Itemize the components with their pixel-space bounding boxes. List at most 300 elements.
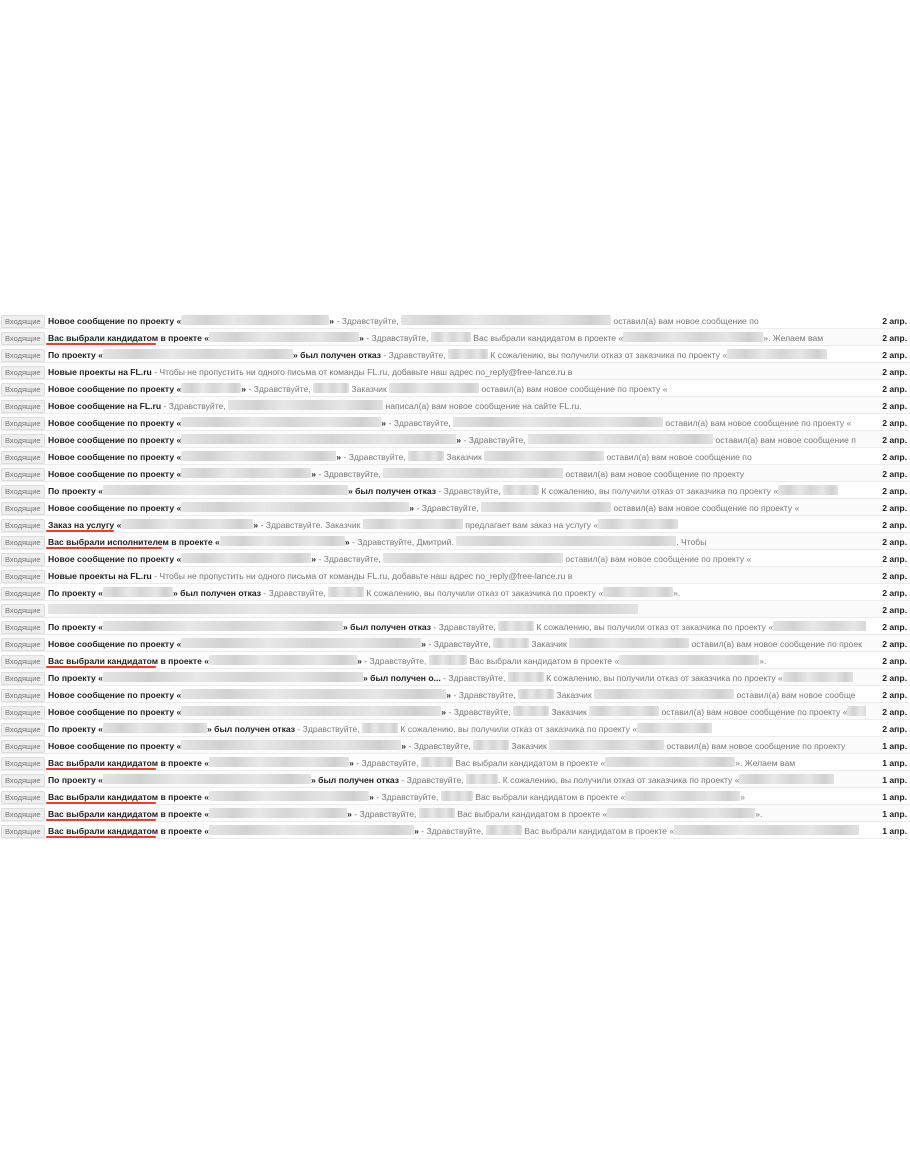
email-subject-text: » был получен отказ bbox=[310, 775, 402, 785]
inbox-label-badge: Входящие bbox=[1, 774, 45, 787]
email-date: 2 апр. bbox=[882, 656, 907, 666]
redacted-text bbox=[228, 400, 383, 410]
inbox-label-badge: Входящие bbox=[1, 570, 45, 583]
email-subject-text: По проекту « bbox=[48, 588, 103, 598]
inbox-label-badge: Входящие bbox=[1, 468, 45, 481]
email-subject-snippet bbox=[48, 348, 866, 362]
inbox-label-badge: Входящие bbox=[1, 332, 45, 345]
email-subject-snippet bbox=[48, 790, 866, 804]
inbox-label-badge: Входящие bbox=[1, 366, 45, 379]
email-snippet-text: Вас выбрали кандидатом в проекте « bbox=[521, 826, 675, 836]
email-snippet-text: - Здравствуйте, bbox=[388, 418, 454, 428]
email-subject-text: » bbox=[349, 758, 357, 768]
inbox-label-badge: Входящие bbox=[1, 400, 45, 413]
email-subject-text: Новое сообщение по проекту « bbox=[48, 452, 182, 462]
redacted-text bbox=[121, 519, 253, 529]
email-snippet-text: - Здравствуйте, bbox=[438, 486, 504, 496]
highlight-underline bbox=[46, 768, 156, 770]
redacted-text bbox=[383, 553, 563, 563]
email-snippet-text: - Здравствуйте, bbox=[421, 826, 486, 836]
redacted-text bbox=[607, 808, 755, 818]
redacted-text bbox=[103, 587, 173, 597]
email-date: 2 апр. bbox=[882, 401, 907, 411]
email-subject-text: По проекту « bbox=[48, 724, 103, 734]
email-subject-snippet bbox=[48, 586, 866, 600]
email-snippet-text: - Здравствуйте, bbox=[383, 350, 449, 360]
email-row[interactable] bbox=[0, 397, 910, 414]
redacted-text bbox=[103, 485, 348, 495]
email-date: 2 апр. bbox=[882, 724, 907, 734]
email-snippet-text: . К сожалению, вы получили отказ от заказчика по проекту « bbox=[498, 775, 740, 785]
inbox-label-badge: Входящие bbox=[1, 349, 45, 362]
email-snippet-text: К сожалению, вы получили отказ от заказчика по проекту « bbox=[534, 622, 774, 632]
email-subject-snippet bbox=[48, 535, 866, 549]
email-subject-text: По проекту « bbox=[48, 350, 103, 360]
email-subject-text: Новое сообщение на FL.ru bbox=[48, 401, 164, 411]
email-date: 2 апр. bbox=[882, 350, 907, 360]
email-list bbox=[0, 312, 910, 839]
email-subject-text: По проекту « bbox=[48, 622, 103, 632]
redacted-text bbox=[103, 621, 343, 631]
email-row[interactable] bbox=[0, 686, 910, 703]
redacted-text bbox=[421, 757, 453, 767]
highlight-underline bbox=[46, 530, 114, 532]
inbox-label-badge: Входящие bbox=[1, 553, 45, 566]
email-date: 2 апр. bbox=[882, 690, 907, 700]
email-subject-text: » bbox=[329, 316, 337, 326]
email-snippet-text: Вас выбрали кандидатом в проекте « bbox=[472, 792, 626, 802]
email-subject-text: Новое сообщение по проекту « bbox=[48, 639, 182, 649]
email-snippet-text: написал(а) вам новое сообщение на сайте FL.ru. bbox=[383, 401, 582, 411]
email-subject-text: » bbox=[414, 826, 422, 836]
email-subject-snippet bbox=[48, 807, 866, 821]
redacted-text bbox=[181, 706, 441, 716]
email-date: 2 апр. bbox=[882, 469, 907, 479]
email-snippet-text: Вас выбрали кандидатом в проекте « bbox=[466, 656, 620, 666]
highlight-underline bbox=[46, 836, 156, 838]
email-row[interactable] bbox=[0, 584, 910, 601]
inbox-label-badge: Входящие bbox=[1, 587, 45, 600]
redacted-text bbox=[181, 502, 409, 512]
email-row[interactable] bbox=[0, 482, 910, 499]
email-subject-text: Заказ на услугу « bbox=[48, 520, 122, 530]
email-snippet-text: - Чтобы не пропустить ни одного письма от команды FL.ru, добавьте наш адрес no_reply@free-lance.ru в bbox=[154, 367, 573, 377]
email-subject-text: Новое сообщение по проекту « bbox=[48, 384, 182, 394]
email-subject-text: » bbox=[456, 435, 464, 445]
email-snippet-text: - Здравствуйте, bbox=[401, 775, 467, 785]
redacted-text bbox=[847, 706, 866, 716]
redacted-text bbox=[401, 315, 611, 325]
redacted-text bbox=[103, 774, 311, 784]
redacted-text bbox=[598, 519, 678, 529]
redacted-text bbox=[181, 553, 311, 563]
email-snippet-text: - Здравствуйте, bbox=[354, 809, 419, 819]
email-subject-text: » был получен отказ bbox=[206, 724, 298, 734]
email-snippet-text: - Здравствуйте, bbox=[263, 588, 329, 598]
email-date: 2 апр. bbox=[882, 452, 907, 462]
email-row[interactable] bbox=[0, 312, 910, 329]
redacted-text bbox=[448, 349, 488, 359]
redacted-text bbox=[429, 655, 467, 665]
email-subject-snippet bbox=[48, 671, 866, 685]
redacted-text bbox=[466, 774, 498, 784]
email-date: 1 апр. bbox=[882, 792, 907, 802]
redacted-text bbox=[637, 723, 712, 733]
redacted-text bbox=[181, 451, 336, 461]
email-date: 1 апр. bbox=[882, 775, 907, 785]
email-subject-text: » bbox=[446, 690, 454, 700]
email-snippet-text: оставил(а) вам новое сообщение по проекту « bbox=[563, 554, 752, 564]
email-snippet-text: оставил(а) вам новое сообщение по bbox=[604, 452, 752, 462]
email-snippet-text: - Здравствуйте, bbox=[356, 758, 421, 768]
redacted-text bbox=[181, 417, 381, 427]
highlight-underline bbox=[46, 547, 162, 549]
inbox-label-badge: Входящие bbox=[1, 451, 45, 464]
inbox-label-badge: Входящие bbox=[1, 672, 45, 685]
email-snippet-text: - Здравствуйте, bbox=[318, 554, 384, 564]
inbox-label-badge: Входящие bbox=[1, 825, 45, 838]
email-row[interactable] bbox=[0, 380, 910, 397]
email-row[interactable] bbox=[0, 737, 910, 754]
email-subject-snippet bbox=[48, 824, 866, 838]
redacted-text bbox=[493, 638, 529, 648]
redacted-text bbox=[328, 587, 364, 597]
redacted-text bbox=[181, 638, 421, 648]
email-subject-text: Новое сообщение по проекту « bbox=[48, 690, 182, 700]
email-snippet-text: оставил(а) вам новое сообще bbox=[734, 690, 856, 700]
email-snippet-text: - Здравствуйте, bbox=[366, 333, 431, 343]
email-snippet-text: оставил(а) вам новое сообщение по проекту bbox=[664, 741, 846, 751]
inbox-label-badge: Входящие bbox=[1, 315, 45, 328]
email-subject-snippet bbox=[48, 365, 866, 379]
email-subject-text: » bbox=[381, 418, 389, 428]
email-date: 1 апр. bbox=[882, 809, 907, 819]
email-row[interactable] bbox=[0, 601, 910, 618]
redacted-text bbox=[594, 689, 734, 699]
redacted-text bbox=[103, 349, 293, 359]
email-row[interactable] bbox=[0, 448, 910, 465]
email-subject-text: » был получен о... bbox=[362, 673, 444, 683]
email-subject-text: Новое сообщение по проекту « bbox=[48, 418, 182, 428]
email-date: 2 апр. bbox=[882, 503, 907, 513]
email-row[interactable] bbox=[0, 720, 910, 737]
email-subject-text: По проекту « bbox=[48, 673, 103, 683]
redacted-text bbox=[727, 349, 827, 359]
inbox-label-badge: Входящие bbox=[1, 706, 45, 719]
redacted-text bbox=[619, 655, 759, 665]
redacted-text bbox=[513, 706, 549, 716]
email-snippet-text: - Здравствуйте, bbox=[376, 792, 441, 802]
email-subject-text: » bbox=[357, 656, 365, 666]
redacted-text bbox=[603, 587, 673, 597]
redacted-text bbox=[181, 315, 329, 325]
email-subject-text: » bbox=[421, 639, 429, 649]
redacted-text bbox=[209, 655, 357, 665]
email-snippet-text: Вас выбрали кандидатом в проекте « bbox=[470, 333, 624, 343]
email-row[interactable] bbox=[0, 550, 910, 567]
email-subject-text: Вас выбрали кандидатом в проекте « bbox=[48, 333, 210, 343]
email-date: 2 апр. bbox=[882, 520, 907, 530]
email-subject-text: Вас выбрали кандидатом в проекте « bbox=[48, 826, 210, 836]
email-snippet-text: - Здравствуйте, bbox=[364, 656, 429, 666]
email-snippet-text: - Здравствуйте, bbox=[428, 639, 494, 649]
email-snippet-text: - Здравствуйте, bbox=[336, 316, 402, 326]
email-subject-text: Новое сообщение по проекту « bbox=[48, 469, 182, 479]
email-snippet-text: оставил(а) вам новое сообщение по bbox=[611, 316, 759, 326]
email-row[interactable] bbox=[0, 499, 910, 516]
email-subject-snippet bbox=[48, 467, 866, 481]
email-date: 2 апр. bbox=[882, 333, 907, 343]
email-row[interactable] bbox=[0, 431, 910, 448]
email-snippet-text: оставил(а) вам новое сообщение по проекту « bbox=[659, 707, 848, 717]
email-subject-text: » bbox=[253, 520, 261, 530]
redacted-text bbox=[419, 808, 455, 818]
inbox-label-badge: Входящие bbox=[1, 519, 45, 532]
inbox-label-badge: Входящие bbox=[1, 604, 45, 617]
redacted-text bbox=[181, 689, 446, 699]
redacted-text bbox=[383, 468, 563, 478]
email-subject-snippet bbox=[48, 314, 866, 328]
email-subject-snippet bbox=[48, 688, 866, 702]
inbox-label-badge: Входящие bbox=[1, 689, 45, 702]
email-subject-text: Вас выбрали исполнителем в проекте « bbox=[48, 537, 220, 547]
email-snippet-text: - Здравствуйте, bbox=[443, 673, 508, 683]
inbox-label-badge: Входящие bbox=[1, 638, 45, 651]
email-row[interactable] bbox=[0, 533, 910, 550]
email-row[interactable] bbox=[0, 635, 910, 652]
inbox-label-badge: Входящие bbox=[1, 383, 45, 396]
email-subject-snippet bbox=[48, 603, 866, 617]
redacted-text bbox=[508, 672, 544, 682]
email-subject-text: » bbox=[311, 469, 319, 479]
email-snippet-text: К сожалению, вы получили отказ от заказчика по проекту « bbox=[398, 724, 638, 734]
email-snippet-text: Заказчик bbox=[444, 452, 485, 462]
email-snippet-text: - Здравствуйте, bbox=[297, 724, 363, 734]
email-snippet-text: Заказчик bbox=[349, 384, 390, 394]
redacted-text bbox=[783, 672, 853, 682]
email-row[interactable] bbox=[0, 516, 910, 533]
email-subject-snippet bbox=[48, 399, 866, 413]
email-snippet-text: - Здравствуйте, bbox=[408, 741, 474, 751]
email-date: 2 апр. bbox=[882, 418, 907, 428]
redacted-text bbox=[363, 519, 463, 529]
email-row[interactable] bbox=[0, 822, 910, 839]
email-snippet-text: - Здравствуйте, bbox=[416, 503, 482, 513]
redacted-text bbox=[503, 485, 539, 495]
email-subject-text: По проекту « bbox=[48, 486, 103, 496]
email-row[interactable] bbox=[0, 363, 910, 380]
email-snippet-text: оставил(а) вам новое сообщение по проекту bbox=[563, 469, 745, 479]
email-snippet-text: Заказчик bbox=[509, 741, 550, 751]
highlight-underline bbox=[46, 802, 156, 804]
redacted-text bbox=[209, 825, 414, 835]
email-date: 2 апр. bbox=[882, 435, 907, 445]
email-subject-text: » bbox=[241, 384, 249, 394]
redacted-text bbox=[103, 672, 363, 682]
email-subject-snippet bbox=[48, 552, 866, 566]
email-date: 2 апр. bbox=[882, 707, 907, 717]
email-subject-text: Вас выбрали кандидатом в проекте « bbox=[48, 809, 210, 819]
email-snippet-text: - Чтобы не пропустить ни одного письма от команды FL.ru, добавьте наш адрес no_reply@free-lance.ru в bbox=[154, 571, 573, 581]
email-row[interactable] bbox=[0, 618, 910, 635]
email-subject-text: Новые проекты на FL.ru bbox=[48, 367, 155, 377]
email-date: 2 апр. bbox=[882, 622, 907, 632]
email-snippet-text: Заказчик bbox=[549, 707, 590, 717]
email-subject-snippet bbox=[48, 756, 866, 770]
inbox-label-badge: Входящие bbox=[1, 808, 45, 821]
email-row[interactable] bbox=[0, 329, 910, 346]
email-row[interactable] bbox=[0, 703, 910, 720]
email-subject-snippet bbox=[48, 620, 866, 634]
redacted-text bbox=[209, 332, 359, 342]
email-date: 2 апр. bbox=[882, 673, 907, 683]
redacted-text bbox=[362, 723, 398, 733]
highlight-underline bbox=[46, 819, 156, 821]
redacted-text bbox=[481, 502, 611, 512]
email-subject-snippet bbox=[48, 722, 866, 736]
email-row[interactable] bbox=[0, 754, 910, 771]
email-row[interactable] bbox=[0, 788, 910, 805]
email-row[interactable] bbox=[0, 771, 910, 788]
highlight-underline bbox=[46, 666, 156, 668]
email-snippet-text: - Здравствуйте, bbox=[453, 690, 519, 700]
email-subject-text: Новое сообщение по проекту « bbox=[48, 503, 182, 513]
email-snippet-text: оставил(а) вам новое сообщение по проек bbox=[689, 639, 862, 649]
redacted-text bbox=[181, 468, 311, 478]
inbox-label-badge: Входящие bbox=[1, 621, 45, 634]
email-subject-snippet bbox=[48, 569, 866, 583]
email-subject-text: Новое сообщение по проекту « bbox=[48, 435, 182, 445]
email-subject-snippet bbox=[48, 501, 866, 515]
redacted-text bbox=[473, 740, 509, 750]
email-subject-snippet bbox=[48, 484, 866, 498]
redacted-text bbox=[528, 434, 713, 444]
redacted-text bbox=[518, 689, 554, 699]
redacted-text bbox=[486, 825, 522, 835]
email-row[interactable] bbox=[0, 669, 910, 686]
redacted-text bbox=[498, 621, 534, 631]
email-subject-text: » bbox=[369, 792, 377, 802]
redacted-text bbox=[625, 791, 740, 801]
redacted-text bbox=[103, 723, 207, 733]
email-snippet-text: » bbox=[740, 792, 746, 802]
email-snippet-text: К сожалению, вы получили отказ от заказчика по проекту « bbox=[364, 588, 604, 598]
redacted-text bbox=[549, 740, 664, 750]
inbox-label-badge: Входящие bbox=[1, 740, 45, 753]
email-snippet-text: - Здравствуйте, bbox=[318, 469, 384, 479]
email-snippet-text: предлагает вам заказ на услугу « bbox=[462, 520, 599, 530]
email-date: 2 апр. bbox=[882, 367, 907, 377]
email-row[interactable] bbox=[0, 346, 910, 363]
inbox-label-badge: Входящие bbox=[1, 434, 45, 447]
email-subject-text: Вас выбрали кандидатом в проекте « bbox=[48, 792, 210, 802]
email-subject-snippet bbox=[48, 416, 866, 430]
inbox-label-badge: Входящие bbox=[1, 791, 45, 804]
email-subject-text: Новые проекты на FL.ru bbox=[48, 571, 155, 581]
email-snippet-text: оставил(а) вам новое сообщение по проекту « bbox=[663, 418, 852, 428]
email-date: 2 апр. bbox=[882, 571, 907, 581]
email-snippet-text: - Здравствуйте, bbox=[248, 384, 314, 394]
redacted-text bbox=[209, 791, 369, 801]
email-date: 1 апр. bbox=[882, 826, 907, 836]
email-subject-text: » bbox=[311, 554, 319, 564]
email-snippet-text: К сожалению, вы получили отказ от заказчика по проекту « bbox=[543, 673, 783, 683]
redacted-text bbox=[209, 808, 347, 818]
email-subject-text: » bbox=[441, 707, 449, 717]
email-row[interactable] bbox=[0, 465, 910, 482]
redacted-text bbox=[181, 740, 401, 750]
email-snippet-text: Вас выбрали кандидатом в проекте « bbox=[454, 809, 608, 819]
redacted-text bbox=[441, 791, 473, 801]
email-snippet-text: ». Желаем вам bbox=[735, 758, 796, 768]
email-subject-text: Новое сообщение по проекту « bbox=[48, 554, 182, 564]
email-subject-snippet bbox=[48, 637, 866, 651]
email-row[interactable] bbox=[0, 414, 910, 431]
email-date: 2 апр. bbox=[882, 486, 907, 496]
email-row[interactable] bbox=[0, 567, 910, 584]
email-snippet-text: Заказчик bbox=[529, 639, 570, 649]
redacted-text bbox=[589, 706, 659, 716]
email-snippet-text: Заказчик bbox=[554, 690, 595, 700]
email-snippet-text: ». bbox=[673, 588, 681, 598]
email-subject-text: » bbox=[401, 741, 409, 751]
redacted-text bbox=[431, 332, 471, 342]
email-date: 2 апр. bbox=[882, 537, 907, 547]
email-row[interactable] bbox=[0, 652, 910, 669]
inbox-label-badge: Входящие bbox=[1, 757, 45, 770]
email-snippet-text: оставил(а) вам новое сообщение по проекту « bbox=[479, 384, 668, 394]
email-snippet-text: - Здравствуйте, bbox=[448, 707, 514, 717]
email-subject-snippet bbox=[48, 518, 866, 532]
redacted-text bbox=[605, 757, 735, 767]
email-date: 2 апр. bbox=[882, 554, 907, 564]
email-subject-snippet bbox=[48, 739, 866, 753]
email-date: 2 апр. bbox=[882, 605, 907, 615]
redacted-text bbox=[484, 451, 604, 461]
inbox-label-badge: Входящие bbox=[1, 536, 45, 549]
email-subject-snippet bbox=[48, 433, 866, 447]
redacted-text bbox=[773, 621, 866, 631]
email-subject-snippet bbox=[48, 705, 866, 719]
email-subject-text: » bbox=[336, 452, 344, 462]
redacted-text bbox=[220, 536, 345, 546]
email-subject-text: » bbox=[359, 333, 367, 343]
email-snippet-text: оставил(а) вам новое сообщение п bbox=[713, 435, 856, 445]
redacted-text bbox=[48, 604, 638, 614]
redacted-text bbox=[569, 638, 689, 648]
inbox-label-badge: Входящие bbox=[1, 502, 45, 515]
redacted-text bbox=[456, 536, 676, 546]
email-subject-text: » bbox=[344, 537, 352, 547]
redacted-text bbox=[389, 383, 479, 393]
email-snippet-text: - Здравствуйте, bbox=[463, 435, 529, 445]
email-subject-text: Вас выбрали кандидатом в проекте « bbox=[48, 656, 210, 666]
email-date: 2 апр. bbox=[882, 639, 907, 649]
email-snippet-text: - Здравствуйте, bbox=[343, 452, 409, 462]
email-snippet-text: - Здравствуйте. Заказчик bbox=[260, 520, 363, 530]
redacted-text bbox=[739, 774, 834, 784]
email-date: 2 апр. bbox=[882, 384, 907, 394]
email-snippet-text: . Чтобы bbox=[676, 537, 707, 547]
redacted-text bbox=[209, 757, 349, 767]
email-date: 2 апр. bbox=[882, 316, 907, 326]
email-row[interactable] bbox=[0, 805, 910, 822]
email-subject-text: » был получен отказ bbox=[292, 350, 384, 360]
email-snippet-text: Вас выбрали кандидатом в проекте « bbox=[452, 758, 606, 768]
email-snippet-text: - Здравствуйте, bbox=[433, 622, 499, 632]
email-subject-text: Новое сообщение по проекту « bbox=[48, 741, 182, 751]
redacted-text bbox=[408, 451, 444, 461]
